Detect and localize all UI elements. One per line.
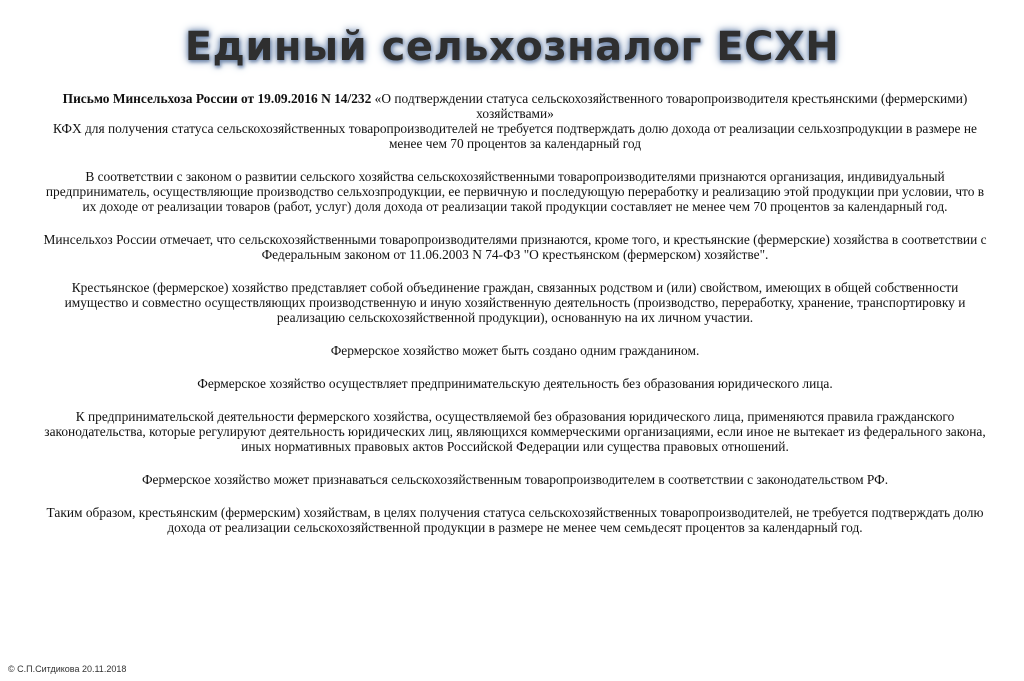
document-body (40, 91, 990, 535)
intro-paragraph (40, 91, 990, 121)
recognition-paragraph: Фермерское хозяйство может признаваться сельскохозяйственным товаропроизводителем в соответствии с законодательством РФ. (141, 472, 889, 487)
letter-reference: Письмо Минсельхоза России от 19.09.2016 N 14/232 (62, 91, 372, 106)
entrepreneurship-paragraph: Фермерское хозяйство осуществляет предпринимательскую деятельность без образования юридического лица. (197, 376, 833, 391)
footer-copyright: © С.П.Ситдикова 20.11.2018 (8, 664, 127, 674)
civil-law-paragraph: К предпринимательской деятельности фермерского хозяйства, осуществляемой без образования юридического лица, применяются правила гражданского законодательства, которые регулируют деятельность юридических лиц, являющихся коммерческими организациями, если иное не вытекает из федерального закона, иных нормативных правовых актов Российской Федерации или существа правовых отношений. (44, 409, 986, 454)
definition-paragraph: Крестьянское (фермерское) хозяйство представляет собой объединение граждан, связанных родством и (или) свойством, имеющих в общей собственности имущество и совместно осуществляющих производственную и иную хозяйственную деятельность (производство, переработку, хранение, транспортировку и реализацию сельскохозяйственной продукции), основанную на их личном участии. (64, 280, 966, 325)
single-citizen-paragraph: Фермерское хозяйство может быть создано одним гражданином. (330, 343, 700, 358)
slide-title: Единый сельхозналог ЕСХН (184, 24, 840, 70)
conclusion-paragraph: Таким образом, крестьянским (фермерским) хозяйствам, в целях получения статуса сельскохозяйственных товаропроизводителей, не требуется подтверждать долю дохода от реализации сельскохозяйственной продукции в размере не менее чем семьдесят процентов за календарный год. (46, 505, 984, 535)
summary-paragraph: КФХ для получения статуса сельскохозяйственных товаропроизводителей не требуется подтверждать долю дохода от реализации сельхозпродукции в размере не менее чем 70 процентов за календарный год (53, 121, 977, 151)
ministry-paragraph: Минсельхоз России отмечает, что сельскохозяйственными товаропроизводителями признаются, кроме того, и крестьянские (фермерские) хозяйства в соответствии с Федеральным законом от 11.06.2003 N 74-ФЗ "О крестьянском (фермерском) хозяйстве". (43, 232, 987, 262)
letter-subject: «О подтверждении статуса сельскохозяйственного товаропроизводителя крестьянскими (фермерскими) хозяйствами» (371, 91, 968, 121)
law-paragraph: В соответствии с законом о развитии сельского хозяйства сельскохозяйственными товаропроизводителями признаются организация, индивидуальный предприниматель, осуществляющие производство сельхозпродукции, ее первичную и последующую переработку и реализацию этой продукции при условии, что в их доходе от реализации товаров (работ, услуг) доля дохода от реализации такой продукции составляет не менее чем 70 процентов за календарный год. (45, 169, 985, 214)
